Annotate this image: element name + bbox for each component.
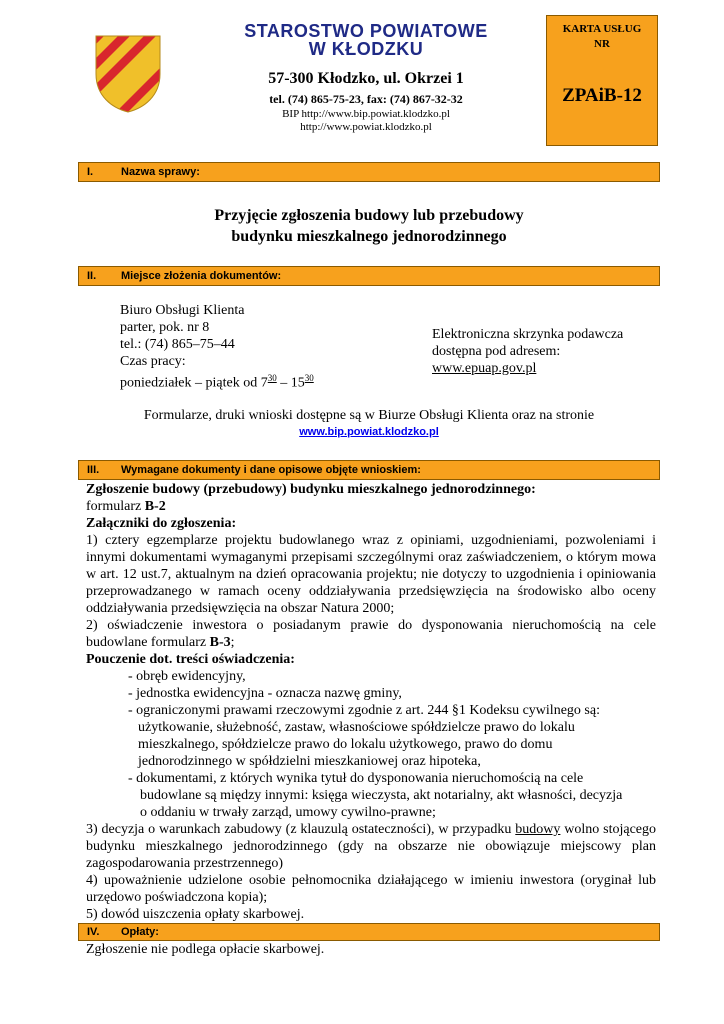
bip-link[interactable]: BIP http://www.bip.powiat.klodzko.pl: [282, 108, 450, 120]
notice-item-cont: użytkowanie, służebność, zastaw, własnościowe spółdzielcze prawo do lokalu: [138, 720, 575, 735]
requirements-form: formularz B-2: [86, 499, 166, 514]
attachment-item-5: 5) dowód uiszczenia opłaty skarbowej.: [86, 907, 305, 922]
notice-item: - obręb ewidencyjny,: [128, 669, 246, 684]
org-address: 57-300 Kłodzko, ul. Okrzei 1: [268, 70, 464, 87]
crest-logo: [94, 34, 162, 114]
epuap-link[interactable]: www.epuap.gov.pl: [432, 361, 537, 376]
epuap-line2: dostępna pod adresem:: [432, 344, 561, 359]
attachment-item-4: 4) upoważnienie udzielone osobie pełnomocnika działającego w imieniu inwestora (oryginał lub urzędowo poświadczona kopia);: [86, 873, 656, 905]
notice-item: - dokumentami, z których wynika tytuł do dysponowania nieruchomością na cele: [128, 771, 584, 786]
section-label: Miejsce złożenia dokumentów:: [121, 270, 282, 282]
section-label: Opłaty:: [121, 926, 159, 938]
notice-item-cont: mieszkalnego, spółdzielcze prawo do lokalu użytkowego, prawo do domu: [138, 737, 553, 752]
section-bar-2: [78, 266, 660, 286]
service-card-nr: NR: [594, 38, 610, 50]
org-phone: tel. (74) 865-75-23, fax: (74) 867-32-32: [269, 92, 463, 106]
service-card-label: KARTA USŁUG: [562, 23, 642, 35]
attachment-item-2: 2) oświadczenie inwestora o posiadanym prawie do dysponowania nieruchomością na cele budowlane formularz B-3;: [86, 618, 656, 650]
epuap-line1: Elektroniczna skrzynka podawcza: [432, 327, 624, 342]
office-room: parter, pok. nr 8: [120, 320, 210, 335]
forms-link[interactable]: www.bip.powiat.klodzko.pl: [299, 426, 439, 438]
section-number: I.: [87, 166, 94, 178]
notice-heading: Pouczenie dot. treści oświadczenia:: [86, 652, 295, 667]
notice-item-cont: jednorodzinnego w spółdzielni mieszkaniowej oraz hipoteka,: [138, 754, 481, 769]
attachments-heading: Załączniki do zgłoszenia:: [86, 516, 237, 531]
notice-item: - jednostka ewidencyjna - oznacza nazwę gminy,: [128, 686, 402, 701]
attachment-item-1: 1) cztery egzemplarze projektu budowlanego wraz z opiniami, uzgodnieniami, pozwoleniami i innymi dokumentami wymaganymi przepisami szczególnymi oraz zaświadczeniem, o którym mowa w art. 12 ust.7, aktualnym na dzień opracowania projektu; nie dotyczy to uzgodnienia i opiniowania przeprowadzanego w ramach oceny oddziaływania przedsięwzięcia na środowisko albo oceny oddziaływania przedsięwzięcia na obszar Natura 2000;: [86, 533, 656, 616]
notice-item-cont: o oddaniu w trwały zarząd, umowy cywilno-prawne;: [140, 805, 436, 820]
org-name-line2: W KŁODZKU: [308, 39, 424, 59]
fees-text: Zgłoszenie nie podlega opłacie skarbowej.: [86, 942, 325, 957]
notice-item-cont: budowlane są między innymi: księga wieczysta, akt notarialny, akt własności, decyzja: [140, 788, 623, 803]
section-number: II.: [87, 270, 97, 282]
case-title-line2: budynku mieszkalnego jednorodzinnego: [231, 228, 507, 245]
notice-item: - ograniczonymi prawami rzeczowymi zgodnie z art. 244 §1 Kodeksu cywilnego są:: [128, 703, 600, 718]
www-link[interactable]: http://www.powiat.klodzko.pl: [300, 121, 432, 133]
office-name: Biuro Obsługi Klienta: [120, 303, 245, 318]
section-label: Wymagane dokumenty i dane opisowe objęte wnioskiem:: [121, 464, 421, 476]
case-title-line1: Przyjęcie zgłoszenia budowy lub przebudowy: [214, 207, 524, 224]
section-label: Nazwa sprawy:: [121, 166, 200, 178]
section-bar-3: [78, 460, 660, 480]
section-number: III.: [87, 464, 100, 476]
office-info: [120, 302, 314, 392]
forms-info: Formularze, druki wnioski dostępne są w Biurze Obsługi Klienta oraz na stronie: [143, 408, 595, 423]
org-links: [200, 108, 532, 134]
office-hours-label: Czas pracy:: [120, 354, 186, 369]
section-bar-4: [78, 923, 660, 941]
office-hours: poniedziałek – piątek od $7^{30} - 15^{30}$: [120, 373, 314, 391]
org-name-line1: STAROSTWO POWIATOWE: [244, 21, 488, 41]
service-card-code: ZPAiB-12: [562, 85, 642, 106]
section-bar-1: [78, 162, 660, 182]
office-phone: tel.: (74) 865–75–44: [120, 337, 235, 352]
attachment-item-3: 3) decyzja o warunkach zabudowy (z klauzulą ostateczności), w przypadku budowy wolno stojącego budynku mieszkalnego jednorodzinnego (gdy na obszarze nie obowiązuje miejscowy plan zagospodarowania przestrzennego): [86, 822, 656, 871]
requirements-heading: Zgłoszenie budowy (przebudowy) budynku mieszkalnego jednorodzinnego:: [86, 482, 536, 497]
epuap-info: [432, 326, 623, 377]
section-number: IV.: [87, 926, 100, 938]
